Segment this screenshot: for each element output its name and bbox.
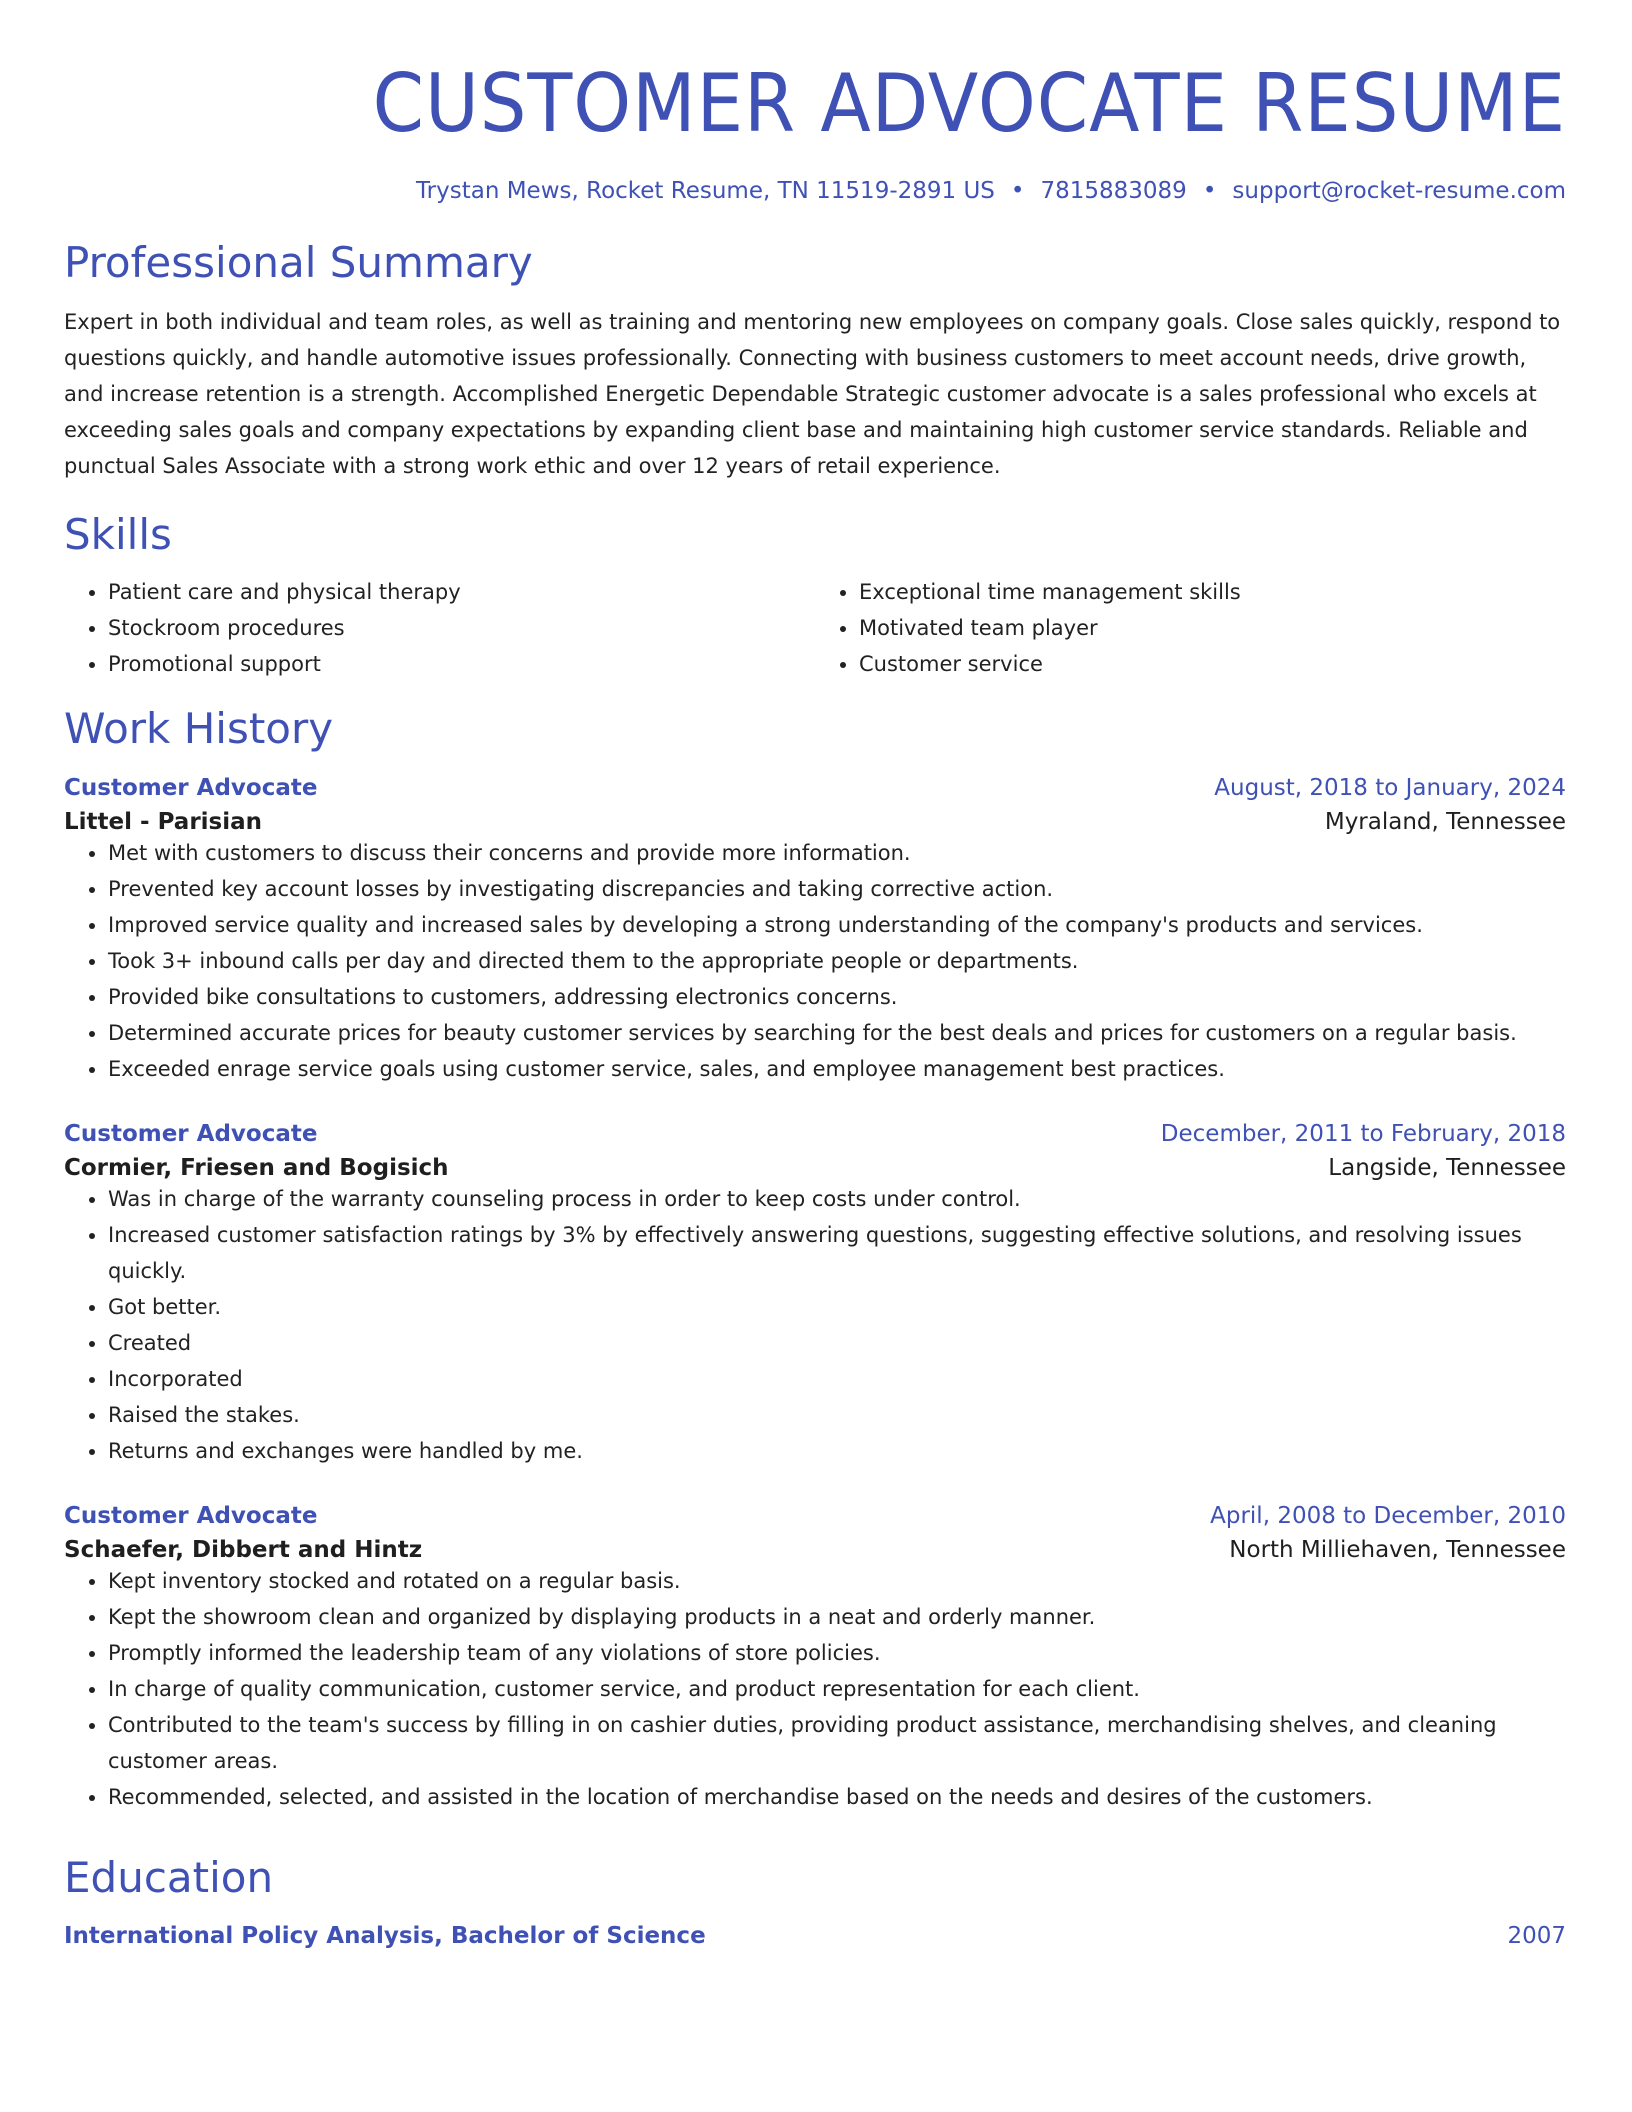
contact-phone[interactable]: 7815883089 [1040, 178, 1187, 204]
job-bullet: • Raised the stakes. [108, 1397, 1566, 1433]
job-bullet: • Returns and exchanges were handled by me. [108, 1433, 1566, 1469]
job-company: Littel - Parisian [64, 808, 263, 835]
professional-summary-section [64, 240, 1566, 484]
job-bullet: • Prevented key account losses by investigating discrepancies and taking corrective action. [108, 871, 1566, 907]
job-dates: August, 2018 to January, 2024 [1214, 774, 1566, 801]
job-header-row [64, 775, 1566, 801]
job-company-row [64, 1529, 1566, 1563]
job-bullet: • Took 3+ inbound calls per day and directed them to the appropriate people or departments. [108, 943, 1566, 979]
job-bullet: • Got better. [108, 1289, 1566, 1325]
job-bullet: • Increased customer satisfaction ratings by 3% by effectively answering questions, suggesting effective solutions, and resolving issues quickly. [108, 1217, 1566, 1289]
job-header-row [64, 1121, 1566, 1147]
contact-email[interactable]: support@rocket-resume.com [1232, 178, 1566, 204]
job-bullet: • In charge of quality communication, customer service, and product representation for each client. [108, 1671, 1566, 1707]
job-location: North Milliehaven, Tennessee [1229, 1536, 1566, 1563]
job-bullet: • Met with customers to discuss their concerns and provide more information. [108, 835, 1566, 871]
section-heading-work: Work History [64, 704, 334, 754]
job-title: Customer Advocate [64, 774, 318, 801]
work-history-section [64, 706, 1566, 1814]
education-year: 2007 [1507, 1922, 1566, 1949]
contact-address: Trystan Mews, Rocket Resume, TN 11519-2891 US [415, 178, 995, 204]
job-dates: December, 2011 to February, 2018 [1160, 1120, 1566, 1147]
education-entry [64, 1923, 1566, 1949]
job-bullet: • Incorporated [108, 1361, 1566, 1397]
skills-list-right [815, 574, 1566, 682]
job-bullet: • Was in charge of the warranty counseling process in order to keep costs under control. [108, 1181, 1566, 1217]
job-bullet: • Exceeded enrage service goals using customer service, sales, and employee management best practices. [108, 1051, 1566, 1087]
education-section [64, 1852, 1566, 1949]
education-degree: International Policy Analysis, Bachelor of Science [64, 1922, 706, 1949]
contact-separator: • [1202, 178, 1217, 204]
job-bullet: • Recommended, selected, and assisted in the location of merchandise based on the needs and desires of the customers. [108, 1779, 1566, 1815]
job-entry [64, 775, 1566, 1087]
job-location: Langside, Tennessee [1328, 1154, 1566, 1181]
skills-section [64, 512, 1566, 682]
job-company-row [64, 1147, 1566, 1181]
skill-item: • Patient care and physical therapy [108, 574, 815, 610]
job-company-row [64, 801, 1566, 835]
section-heading-education: Education [64, 1852, 274, 1902]
job-bullet: • Provided bike consultations to customers, addressing electronics concerns. [108, 979, 1566, 1015]
resume-title: CUSTOMER ADVOCATE RESUME [372, 57, 1566, 150]
skill-item: • Motivated team player [859, 610, 1566, 646]
skill-item: • Customer service [859, 646, 1566, 682]
job-bullet-list [64, 835, 1566, 1087]
contact-line [64, 178, 1566, 204]
skill-item: • Stockroom procedures [108, 610, 815, 646]
skills-list-left [64, 574, 815, 682]
contact-separator: • [1010, 178, 1025, 204]
job-bullet: • Created [108, 1325, 1566, 1361]
summary-text: Expert in both individual and team roles, as well as training and mentoring new employees on company goals. Close sales quickly, respond to questions quickly, and handle automotive issues professionally. Connecting with business customers to meet account needs, drive growth, and increase retention is a strength. Accomplished Energetic Dependable Strategic customer advocate is a sales professional who excels at exceeding sales goals and company expectations by expanding client base and maintaining high customer service standards. Reliable and punctual Sales Associate with a strong work ethic and over 12 years of retail experience. [64, 310, 1561, 479]
job-title: Customer Advocate [64, 1502, 318, 1529]
job-entry [64, 1503, 1566, 1815]
job-company: Schaefer, Dibbert and Hintz [64, 1536, 423, 1563]
section-heading-skills: Skills [64, 510, 172, 560]
job-bullet: • Kept inventory stocked and rotated on a regular basis. [108, 1563, 1566, 1599]
skills-grid [64, 574, 1566, 682]
job-company: Cormier, Friesen and Bogisich [64, 1154, 449, 1181]
job-header-row [64, 1503, 1566, 1529]
job-entry [64, 1121, 1566, 1469]
job-bullet: • Improved service quality and increased sales by developing a strong understanding of the company's products and services. [108, 907, 1566, 943]
job-bullet: • Promptly informed the leadership team of any violations of store policies. [108, 1635, 1566, 1671]
skill-item: • Exceptional time management skills [859, 574, 1566, 610]
skill-item: • Promotional support [108, 646, 815, 682]
job-bullet-list [64, 1563, 1566, 1815]
job-title: Customer Advocate [64, 1120, 318, 1147]
job-bullet: • Contributed to the team's success by filling in on cashier duties, providing product assistance, merchandising shelves, and cleaning customer areas. [108, 1707, 1566, 1779]
job-bullet: • Kept the showroom clean and organized by displaying products in a neat and orderly manner. [108, 1599, 1566, 1635]
job-bullet: • Determined accurate prices for beauty customer services by searching for the best deals and prices for customers on a regular basis. [108, 1015, 1566, 1051]
resume-page [64, 40, 1566, 1949]
job-bullet-list [64, 1181, 1566, 1469]
job-dates: April, 2008 to December, 2010 [1210, 1502, 1566, 1529]
section-heading-summary: Professional Summary [64, 238, 533, 287]
job-location: Myraland, Tennessee [1324, 808, 1566, 835]
